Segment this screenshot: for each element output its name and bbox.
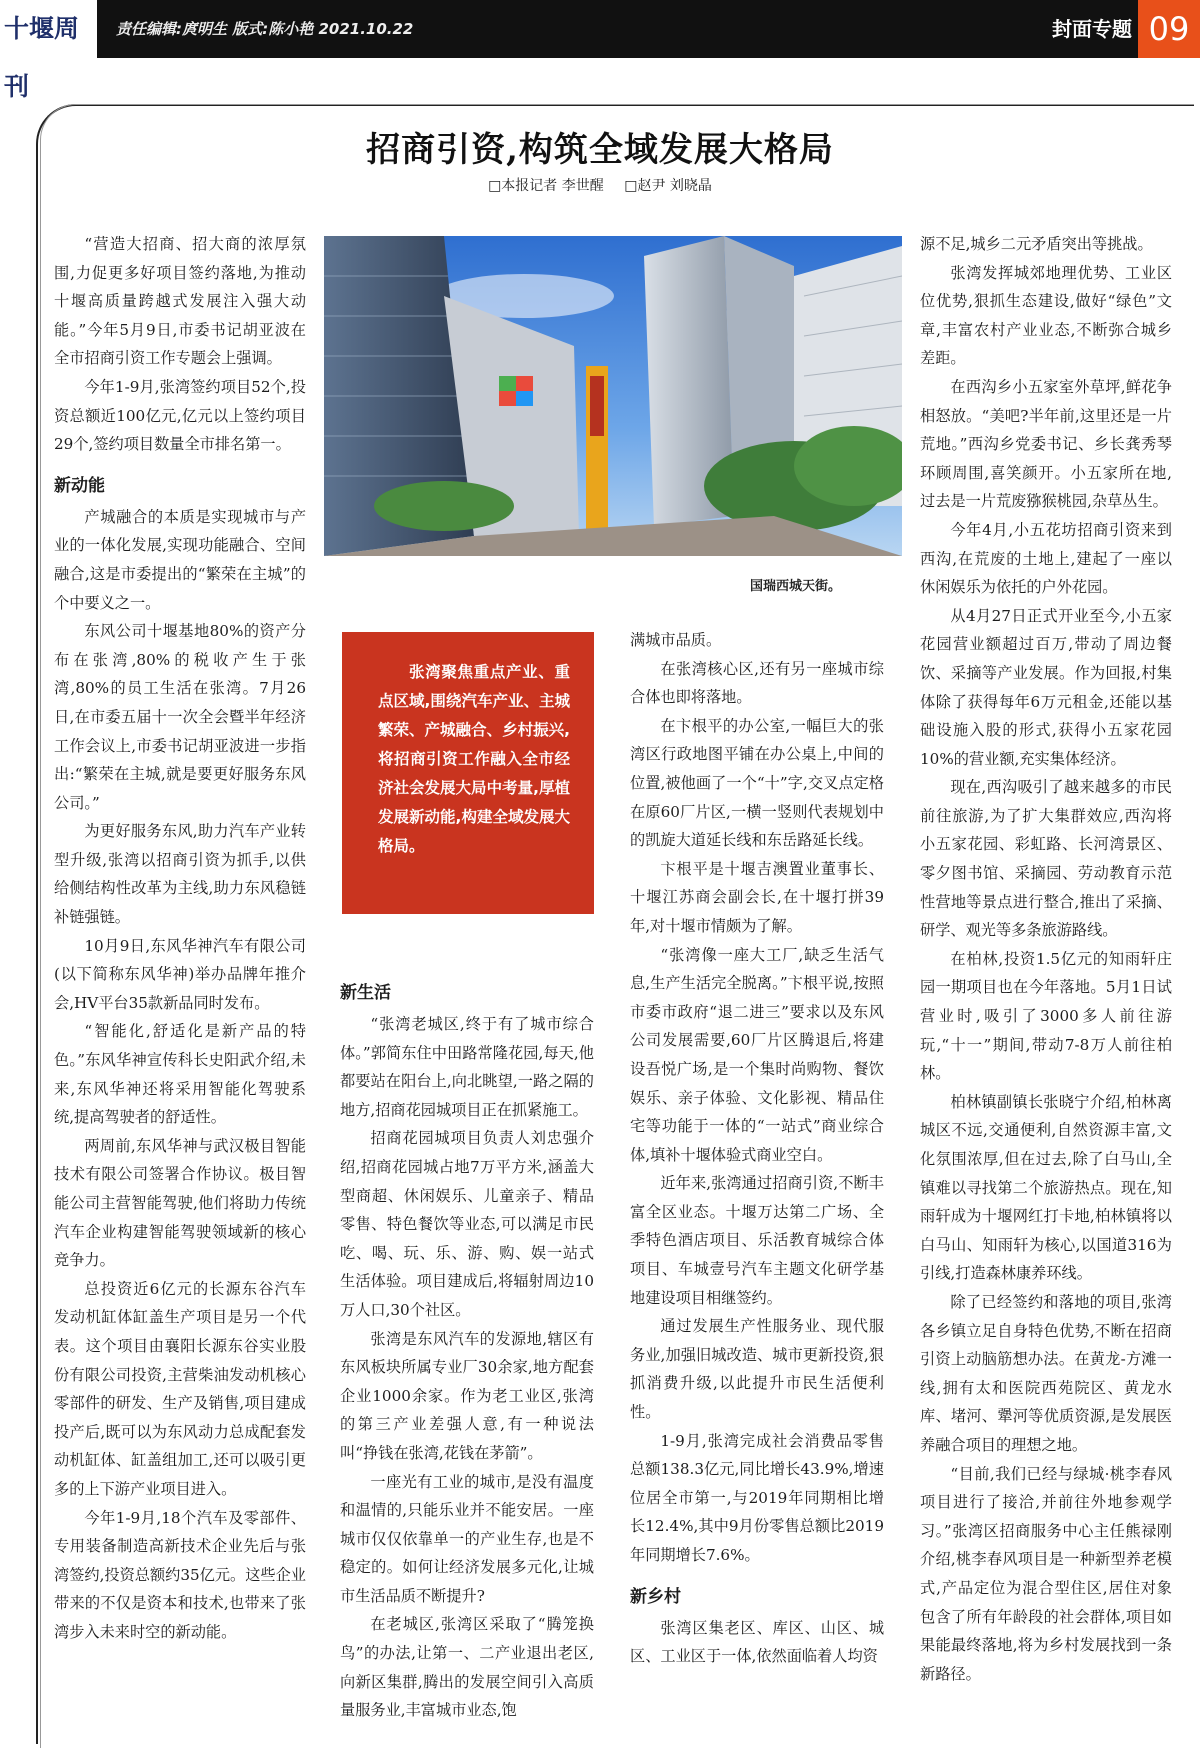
masthead	[0, 0, 1200, 101]
paragraph: 为更好服务东风,助力汽车产业转型升级,张湾以招商引资为抓手,以供给侧结构性改革为主线,助力东风稳链补链强链。	[54, 822, 306, 927]
photo-caption: 国瑞西城天街。	[750, 579, 842, 594]
column-3	[630, 626, 884, 1671]
paragraph: 10月9日,东风华神汽车有限公司(以下简称东风华神)举办品牌年推介会,HV平台35款新品同时发布。	[54, 936, 306, 1012]
section-heading-new-village: 新乡村	[630, 1586, 681, 1607]
paragraph: 两周前,东风华神与武汉极目智能技术有限公司签署合作协议。极目智能公司主营智能驾驶,他们将助力传统汽车企业构建智能驾驶领域新的核心竞争力。	[54, 1136, 306, 1270]
paragraph: 除了已经签约和落地的项目,张湾各乡镇立足自身特色优势,不断在招商引资上动脑筋想办法。在黄龙-方滩一线,拥有太和医院西苑院区、黄龙水库、堵河、犟河等优质资源,是发展医养融合项目的理想之地。	[920, 1292, 1172, 1454]
column-2	[340, 966, 594, 1725]
paragraph: “张湾像一座大工厂,缺乏生活气息,生产生活完全脱离。”卞根平说,按照市委市政府“退二进三”要求以及东风公司发展需要,60厂片区腾退后,将建设吾悦广场,是一个集时尚购物、餐饮娱乐、亲子体验、文化影视、精品住宅等功能于一体的“一站式”商业综合体,填补十堰体验式商业空白。	[630, 945, 884, 1164]
byline-reporter: □本报记者 李世醒	[488, 178, 604, 194]
paragraph: 在老城区,张湾区采取了“腾笼换鸟”的办法,让第一、二产业退出老区,向新区集群,腾出的发展空间引入高质量服务业,丰富城市业态,饱	[340, 1615, 594, 1720]
editor-meta: 责任编辑:庹明生 版式:陈小艳 2021.10.22	[116, 20, 414, 38]
byline-contributors: □赵尹 刘晓晶	[624, 178, 712, 194]
paragraph: 在卞根平的办公室,一幅巨大的张湾区行政地图平铺在办公桌上,中间的位置,被他画了一个“十”字,交叉点定格在原60厂片区,一横一竖则代表规划中的凯旋大道延长线和东岳路延长线。	[630, 716, 884, 850]
byline	[0, 175, 1200, 195]
paragraph: “张湾老城区,终于有了城市综合体。”郭简东住中田路常隆花园,每天,他都要站在阳台上,向北眺望,一路之隔的地方,招商花园城项目正在抓紧施工。	[340, 1015, 594, 1119]
paragraph: “营造大招商、招大商的浓厚氛围,力促更多好项目签约落地,为推动十堰高质量跨越式发展注入强大动能。”今年5月9日,市委书记胡亚波在全市招商引资工作专题会上强调。	[54, 235, 306, 368]
paragraph: “目前,我们已经与绿城·桃李春风项目进行了接洽,并前往外地参观学习。”张湾区招商服务中心主任熊禄刚介绍,桃李春风项目是一种新型养老模式,产品定位为混合型住区,居住对象包含了所有年龄段的社会群体,项目如果能最终落地,将为乡村发展找到一条新路径。	[920, 1464, 1172, 1683]
section-title: 封面专题	[1052, 17, 1132, 41]
paragraph: 招商花园城项目负责人刘忠强介绍,招商花园城占地7万平方米,涵盖大型商超、休闲娱乐、儿童亲子、精品零售、特色餐饮等业态,可以满足市民吃、喝、玩、乐、游、购、娱一站式生活体验。项目建成后,将辐射周边10万人口,30个社区。	[340, 1129, 594, 1319]
column-1	[54, 230, 306, 1647]
paragraph: 产城融合的本质是实现城市与产业的一体化发展,实现功能融合、空间融合,这是市委提出的“繁荣在主城”的个中要义之一。	[54, 507, 306, 612]
paragraph: 今年4月,小五花坊招商引资来到西沟,在荒废的土地上,建起了一座以休闲娱乐为依托的户外花园。	[920, 520, 1172, 597]
paragraph: 总投资近6亿元的长源东谷汽车发动机缸体缸盖生产项目是另一个代表。这个项目由襄阳长源东谷实业股份有限公司投资,主营柴油发动机核心零部件的研发、生产及销售,项目建成投产后,既可以为东风动力总成配套发动机缸体、缸盖组加工,还可以吸引更多的上下游产业项目进入。	[54, 1279, 306, 1498]
paragraph: 东风公司十堰基地80%的资产分布在张湾,80%的税收产生于张湾,80%的员工生活在张湾。7月26日,在市委五届十一次全会暨半年经济工作会议上,市委书记胡亚波进一步指出:“繁荣在主城,就是要更好服务东风公司。”	[54, 622, 306, 812]
section-heading-new-life: 新生活	[340, 983, 391, 1003]
page-number: 09	[1138, 0, 1200, 58]
paragraph: 在柏林,投资1.5亿元的知雨轩庄园一期项目也在今年落地。5月1日试营业时,吸引了3000多人前往游玩,“十一”期间,带动7-8万人前往柏林。	[920, 949, 1172, 1083]
section-heading-new-momentum: 新动能	[54, 475, 105, 496]
paragraph: 1-9月,张湾完成社会消费品零售总额138.3亿元,同比增长43.9%,增速位居全市第一,与2019年同期相比增长12.4%,其中9月份零售总额比2019年同期增长7.6%。	[630, 1431, 884, 1564]
paragraph: 从4月27日正式开业至今,小五家花园营业额超过百万,带动了周边餐饮、采摘等产业发展。作为回报,村集体除了获得每年6万元租金,还能以基础设施入股的形式,获得小五家花园10%的营业额,充实集体经济。	[920, 606, 1172, 768]
column-4	[920, 230, 1172, 1688]
paragraph: 在西沟乡小五家室外草坪,鲜花争相怒放。“美吧?半年前,这里还是一片荒地。”西沟乡党委书记、乡长龚秀琴环顾周围,喜笑颜开。小五家所在地,过去是一片荒废猕猴桃园,杂草丛生。	[920, 377, 1172, 511]
paragraph: 近年来,张湾通过招商引资,不断丰富全区业态。十堰万达第二广场、全季特色酒店项目、乐活教育城综合体项目、车城壹号汽车主题文化研学基地建设项目相继签约。	[630, 1174, 884, 1307]
paragraph: 柏林镇副镇长张晓宁介绍,柏林离城区不远,交通便利,自然资源丰富,文化氛围浓厚,但在过去,除了白马山,全镇难以寻找第二个旅游热点。现在,知雨轩成为十堰网红打卡地,柏林镇将以白马山、知雨轩为核心,以国道316为引线,打造森林康养环线。	[920, 1092, 1172, 1283]
paragraph: 张湾发挥城郊地理优势、工业区位优势,狠抓生态建设,做好“绿色”文章,丰富农村产业业态,不断弥合城乡差距。	[920, 263, 1172, 368]
paragraph: 卞根平是十堰吉澳置业董事长、十堰江苏商会副会长,在十堰打拼39年,对十堰市情颇为了解。	[630, 859, 884, 935]
paragraph: 今年1-9月,张湾签约项目52个,投资总额近100亿元,亿元以上签约项目29个,签约项目数量全市排名第一。	[54, 377, 306, 454]
paragraph: 在张湾核心区,还有另一座城市综合体也即将落地。	[630, 659, 884, 707]
paragraph: “智能化,舒适化是新产品的特色。”东风华神宣传科长史阳武介绍,未来,东风华神还将采用智能化驾驶系统,提高驾驶者的舒适性。	[54, 1022, 306, 1127]
paragraph: 今年1-9月,18个汽车及零部件、专用装备制造高新技术企业先后与张湾签约,投资总额约35亿元。这些企业带来的不仅是资本和技术,也带来了张湾步入未来时空的新动能。	[54, 1508, 306, 1641]
paragraph: 满城市品质。	[630, 631, 722, 649]
callout-box	[342, 632, 594, 914]
paragraph: 一座光有工业的城市,是没有温度和温情的,只能乐业并不能安居。一座城市仅仅依靠单一的产业生存,也是不稳定的。如何让经济发展多元化,让城市生活品质不断提升?	[340, 1472, 594, 1605]
brand-logo: 十堰周刊	[0, 0, 100, 58]
paragraph: 张湾区集老区、库区、山区、城区、工业区于一体,依然面临着人均资	[630, 1618, 884, 1666]
paragraph: 源不足,城乡二元矛盾突出等挑战。	[920, 235, 1153, 253]
callout-text: 张湾聚焦重点产业、重点区域,围绕汽车产业、主城繁荣、产城融合、乡村振兴,将招商引资工作融入全市经济社会发展大局中考量,厚植发展新动能,构建全域发展大格局。	[378, 663, 570, 855]
street-photo	[324, 236, 902, 556]
headline: 招商引资,构筑全域发展大格局	[366, 130, 834, 170]
paragraph: 现在,西沟吸引了越来越多的市民前往旅游,为了扩大集群效应,西沟将小五家花园、彩虹路、长河湾景区、零夕图书馆、采摘园、劳动教育示范性营地等景点进行整合,推出了采摘、研学、观光等多条旅游路线。	[920, 778, 1172, 940]
paragraph: 通过发展生产性服务业、现代服务业,加强旧城改造、城市更新投资,狠抓消费升级,以此提升市民生活便利性。	[630, 1317, 884, 1422]
paragraph: 张湾是东风汽车的发源地,辖区有东风板块所属专业厂30余家,地方配套企业1000余家。作为老工业区,张湾的第三产业差强人意,有一种说法叫“挣钱在张湾,花钱在茅箭”。	[340, 1329, 594, 1462]
